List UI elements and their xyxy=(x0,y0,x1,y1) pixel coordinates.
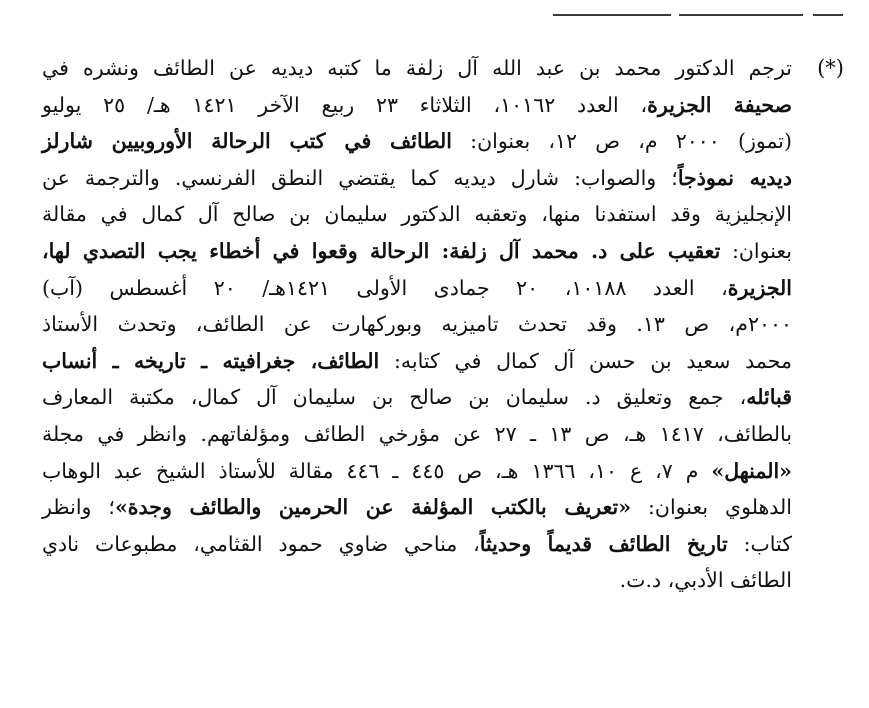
footnote-text-run: كتاب: xyxy=(727,531,792,556)
footnote-text-run: الدهلوي بعنوان: xyxy=(631,495,792,520)
footnote-line xyxy=(42,526,792,563)
footnote-line xyxy=(42,196,792,233)
footnote-line xyxy=(42,453,792,490)
bold-title-text: ديديه نموذجاً xyxy=(677,165,793,190)
footnote-text-run: ؛ وانظر xyxy=(42,495,115,520)
footnote-text-run: (تموز) ٢٠٠٠ م، ص ١٢، بعنوان: xyxy=(452,129,792,154)
footnote-text-run: م ٧، ع ١٠، ١٣٦٦ هـ، ص ٤٤٥ ـ ٤٤٦ مقالة للأستاذ الشيخ عبد الوهاب xyxy=(42,458,712,483)
footnote-line xyxy=(42,343,792,380)
footnote-line xyxy=(42,50,792,87)
footnote-line xyxy=(42,562,792,599)
footnote-line xyxy=(42,306,792,343)
bold-title-text: «المنهل» xyxy=(711,458,792,483)
footnote-text-run: بعنوان: xyxy=(720,238,792,263)
footnote-text-run: ، جمع وتعليق د. سليمان بن صالح بن سليمان آل كمال، مكتبة المعارف xyxy=(42,385,747,410)
footnote-line xyxy=(42,270,792,307)
bold-title-text: الطائف، جغرافيته ـ تاريخه ـ أنساب xyxy=(42,348,380,373)
footnote-text-run: الطائف الأدبي، د.ت. xyxy=(619,568,792,593)
footnote-text-run: محمد سعيد بن حسن آل كمال في كتابه: xyxy=(379,348,792,373)
bold-title-text: الجزيرة xyxy=(727,275,792,300)
footnote-marker: (*) xyxy=(817,56,844,80)
footnote-separator-rule xyxy=(553,14,843,16)
footnote-text-run: ، مناحي ضاوي حمود القثامي، مطبوعات نادي xyxy=(42,531,480,556)
footnote-line xyxy=(42,489,792,526)
footnote-line xyxy=(42,87,792,124)
bold-title-text: صحيفة الجزيرة xyxy=(647,92,792,117)
footnote-text-run: ترجم الدكتور محمد بن عبد الله آل زلفة ما كتبه ديديه عن الطائف ونشره في xyxy=(42,56,792,80)
bold-title-text: «تعريف بالكتب المؤلفة عن الحرمين والطائف وجدة» xyxy=(114,495,632,520)
footnote-text-run: ٢٠٠٠م، ص ١٣. وقد تحدث تاميزيه وبوركهارت عن الطائف، وتحدث الأستاذ xyxy=(42,312,792,337)
bold-title-text: تاريخ الطائف قديماً وحديثاً xyxy=(479,531,728,556)
bold-title-text: تعقيب على د. محمد آل زلفة: الرحالة وقعوا في أخطاء يجب التصدي لها، xyxy=(42,238,721,263)
footnote-text-run: بالطائف، ١٤١٧ هـ، ص ١٣ ـ ٢٧ عن مؤرخي الطائف ومؤلفاتهم. وانظر في مجلة xyxy=(42,421,792,446)
separator-gap xyxy=(671,12,679,18)
footnote-text-run: ، العدد ١٠١٦٢، الثلاثاء ٢٣ ربيع الآخر ١٤٢١ هـ/ ٢٥ يوليو xyxy=(42,92,648,117)
footnote-line xyxy=(42,233,792,270)
footnote-text xyxy=(42,50,792,599)
footnote-line xyxy=(42,123,792,160)
separator-gap xyxy=(803,12,813,18)
footnote-line xyxy=(42,160,792,197)
footnote-text-run: ، العدد ١٠١٨٨، ٢٠ جمادى الأولى ١٤٢١هـ/ ٢٠ أغسطس (آب) xyxy=(42,275,728,300)
footnote-line xyxy=(42,379,792,416)
footnote-line xyxy=(42,416,792,453)
bold-title-text: قبائله xyxy=(746,385,792,410)
footnote-text-run: ؛ والصواب: شارل ديديه كما يقتضي النطق الفرنسي. والترجمة عن xyxy=(42,165,678,190)
bold-title-text: الطائف في كتب الرحالة الأوروبيين شارلز xyxy=(42,129,452,154)
footnote-text-run: الإنجليزية وقد استفدنا منها، وتعقبه الدكتور سليمان بن صالح آل كمال في مقالة xyxy=(42,202,792,227)
